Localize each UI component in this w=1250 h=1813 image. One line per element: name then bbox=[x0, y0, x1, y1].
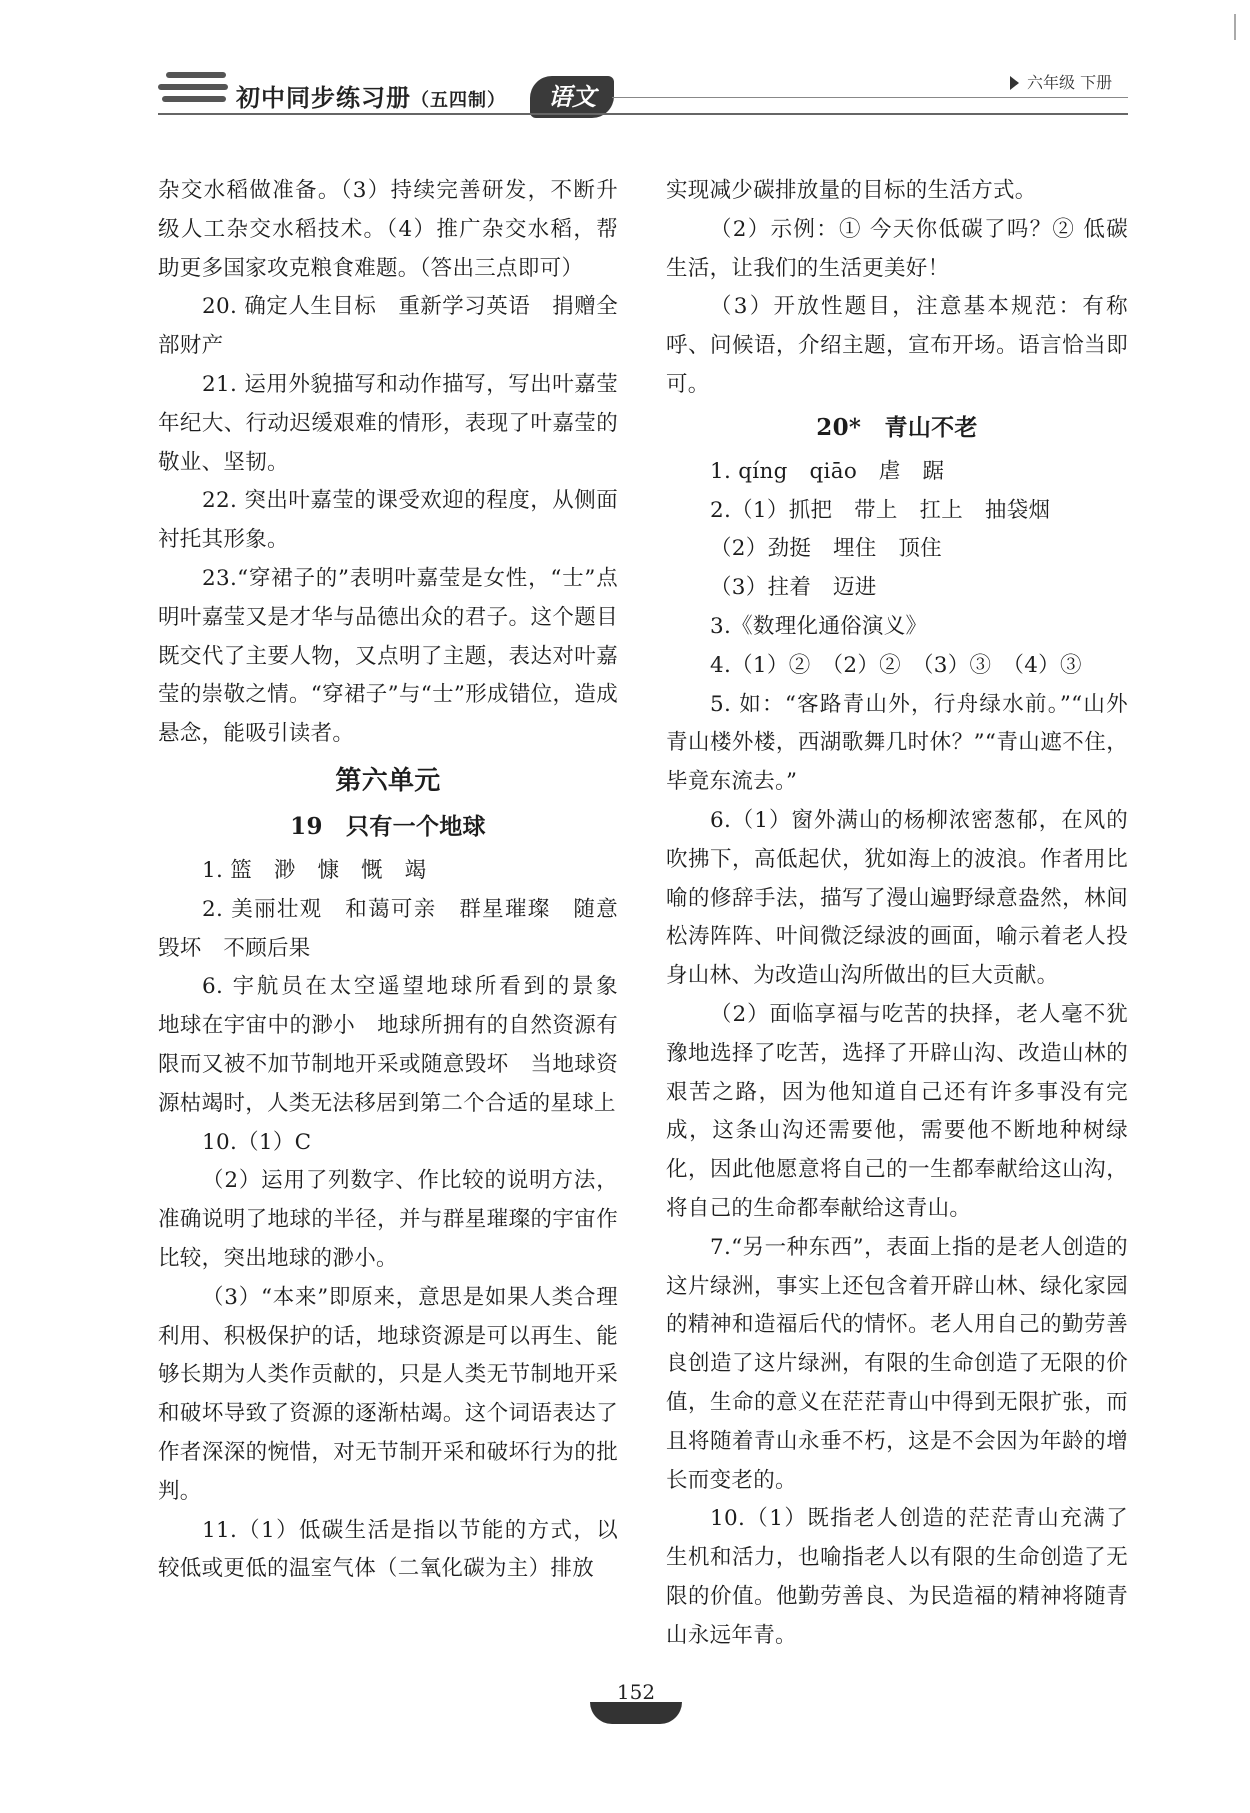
answer-paragraph: 5. 如：“客路青山外，行舟绿水前。”“山外青山楼外楼，西湖歌舞几时休？”“青山遮不住，毕竟东流去。” bbox=[666, 691, 1128, 795]
answer-paragraph: （2）劲挺 埋住 顶住 bbox=[710, 536, 942, 562]
answer-paragraph: （3）“本来”即原来，意思是如果人类合理利用、积极保护的话，地球资源是可以再生、能够长期为人类作贡献的，只是人类无节制地开采和破坏导致了资源的逐渐枯竭。这个词语表达了作者深深的惋惜，对无节制开采和破坏行为的批判。 bbox=[158, 1284, 618, 1504]
page-number: 152 bbox=[616, 1680, 656, 1704]
unit-heading: 第六单元 bbox=[335, 765, 441, 796]
answer-paragraph: 20. 确定人生目标 重新学习英语 捐赠全部财产 bbox=[158, 294, 618, 359]
answer-paragraph: 6.（1）窗外满山的杨柳浓密葱郁，在风的吹拂下，高低起伏，犹如海上的波浪。作者用比喻的修辞手法，描写了漫山遍野绿意盎然，林间松涛阵阵、叶间微泛绿波的画面，喻示着老人投身山林、为改造山沟所做出的巨大贡献。 bbox=[666, 807, 1128, 989]
answer-paragraph: 22. 突出叶嘉莹的课受欢迎的程度，从侧面衬托其形象。 bbox=[158, 488, 618, 553]
answer-paragraph: （3）开放性题目，注意基本规范：有称呼、问候语，介绍主题，宣布开场。语言恰当即可。 bbox=[666, 294, 1128, 397]
answer-paragraph: 10.（1）既指老人创造的茫茫青山充满了生机和活力，也喻指老人以有限的生命创造了无限的价值。他勤劳善良、为民造福的精神将随青山永远年青。 bbox=[666, 1506, 1128, 1648]
book-title bbox=[236, 78, 506, 113]
answer-paragraph: 杂交水稻做准备。（3）持续完善研发，不断升级人工杂交水稻技术。（4）推广杂交水稻，帮助更多国家攻克粮食难题。（答出三点即可） bbox=[158, 178, 618, 281]
lesson-heading: 20* 青山不老 bbox=[816, 413, 978, 441]
answer-paragraph: 1. qíng qiāo 虐 踞 bbox=[710, 458, 945, 484]
page-number-arc bbox=[590, 1702, 682, 1724]
answer-paragraph: 11.（1）低碳生活是指以节能的方式，以较低或更低的温室气体（二氧化碳为主）排放 bbox=[158, 1517, 618, 1582]
header-rule-thin bbox=[612, 97, 1128, 98]
grade-label bbox=[1010, 70, 1112, 93]
subject-badge: 语文 bbox=[530, 76, 614, 118]
book-title-main: 初中同步练习册 bbox=[236, 83, 411, 112]
answer-paragraph: 10.（1）C bbox=[202, 1129, 312, 1155]
lesson-heading: 19 只有一个地球 bbox=[290, 812, 486, 840]
answer-paragraph: 21. 运用外貌描写和动作描写，写出叶嘉莹年纪大、行动迟缓艰难的情形，表现了叶嘉莹的敬业、坚韧。 bbox=[158, 371, 618, 475]
answer-paragraph: （3）拄着 迈进 bbox=[710, 575, 877, 601]
answer-paragraph: （2）示例：① 今天你低碳了吗？② 低碳生活，让我们的生活更美好！ bbox=[666, 216, 1128, 281]
header-rule bbox=[158, 113, 1128, 115]
answer-paragraph: （2）面临享福与吃苦的抉择，老人毫不犹豫地选择了吃苦，选择了开辟山沟、改造山林的艰苦之路，因为他知道自己还有许多事没有完成，这条山沟还需要他，需要他不断地种树绿化，因此他愿意将自己的一生都奉献给这山沟，将自己的生命都奉献给这青山。 bbox=[666, 1001, 1128, 1221]
answer-paragraph: 4.（1）② （2）② （3）③ （4）③ bbox=[710, 652, 1082, 678]
answer-paragraph: （2）运用了列数字、作比较的说明方法，准确说明了地球的半径，并与群星璀璨的宇宙作比较，突出地球的渺小。 bbox=[158, 1168, 618, 1271]
answer-paragraph: 2. 美丽壮观 和蔼可亲 群星璀璨 随意毁坏 不顾后果 bbox=[158, 896, 618, 961]
page-edge-mark bbox=[1234, 14, 1236, 40]
answer-paragraph: 1. 篮 渺 慷 慨 竭 bbox=[202, 857, 427, 883]
page-number-badge bbox=[590, 1680, 682, 1726]
answer-paragraph: 2.（1）抓把 带上 扛上 抽袋烟 bbox=[710, 497, 1051, 523]
answer-paragraph: 6. 宇航员在太空遥望地球所看到的景象 地球在宇宙中的渺小 地球所拥有的自然资源有限而又被不加节制地开采或随意毁坏 当地球资源枯竭时，人类无法移居到第二个合适的星球上 bbox=[158, 974, 640, 1116]
answer-paragraph: 3.《数理化通俗演义》 bbox=[710, 613, 928, 639]
grade-text: 六年级 下册 bbox=[1027, 73, 1113, 92]
answer-paragraph: 7.“另一种东西”，表面上指的是老人创造的这片绿洲，事实上还包含着开辟山林、绿化家园的精神和造福后代的情怀。老人用自己的勤劳善良创造了这片绿洲，有限的生命创造了无限的价值，生命的意义在茫茫青山中得到无限扩张，而且将随着青山永垂不朽，这是不会因为年龄的增长而变老的。 bbox=[666, 1234, 1128, 1493]
right-column bbox=[666, 172, 1128, 1655]
book-title-edition: （五四制） bbox=[411, 90, 506, 111]
play-triangle-icon bbox=[1010, 76, 1019, 90]
left-column bbox=[158, 172, 640, 1589]
answer-paragraph: 23.“穿裙子的”表明叶嘉莹是女性，“士”点明叶嘉莹又是才华与品德出众的君子。这个题目既交代了主要人物，又点明了主题，表达对叶嘉莹的崇敬之情。“穿裙子”与“士”形成错位，造成悬念，能吸引读者。 bbox=[158, 565, 618, 747]
answer-paragraph: 实现减少碳排放量的目标的生活方式。 bbox=[666, 178, 1037, 203]
